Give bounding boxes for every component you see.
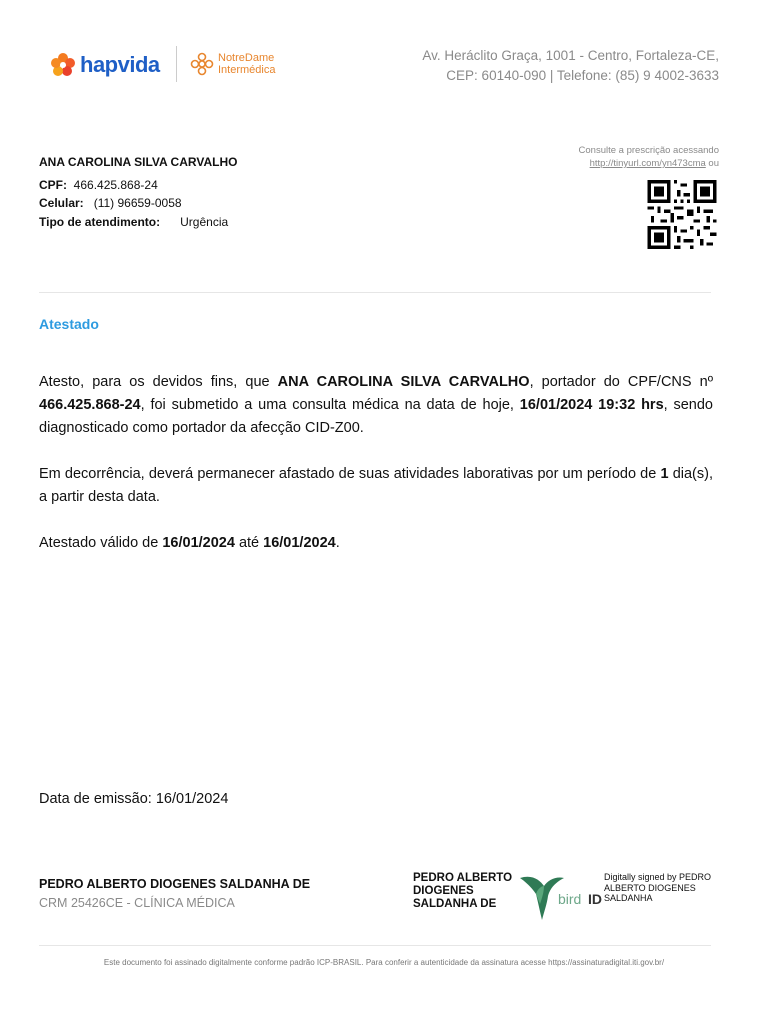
p1-patient-name: ANA CAROLINA SILVA CARVALHO	[277, 374, 530, 390]
intermedica-wordmark: Intermédica	[218, 64, 276, 76]
patient-service-row	[39, 215, 228, 229]
qr-code-icon[interactable]	[646, 180, 718, 249]
notredame-wordmark: NotreDame	[218, 52, 275, 64]
certificate-paragraph-3	[39, 532, 713, 555]
birdid-logo-icon	[514, 866, 606, 922]
phone-label: Celular:	[39, 196, 84, 210]
hapvida-wordmark: hapvida	[80, 52, 160, 77]
signature-name	[413, 872, 523, 911]
p2-days: 1	[660, 466, 669, 482]
footer-divider	[39, 945, 711, 946]
p1-cpf: 466.425.868-24	[39, 397, 141, 413]
svg-text:ID: ID	[588, 891, 602, 907]
certificate-paragraph-1	[39, 371, 713, 440]
hapvida-logo	[50, 49, 160, 81]
service-value: Urgência	[180, 215, 229, 229]
clinic-address	[422, 46, 719, 86]
p3-text-c: .	[335, 535, 340, 551]
svg-text:bird: bird	[558, 891, 582, 907]
notredame-flower-icon	[190, 52, 214, 76]
p3-text-b: até	[234, 535, 264, 551]
prescription-note	[579, 144, 719, 170]
section-title: Atestado	[39, 316, 99, 332]
p1-text-b: , portador do CPF/CNS nº	[529, 374, 714, 390]
prescription-note-line: Consulte a prescrição acessando	[578, 145, 719, 156]
cpf-label: CPF:	[39, 178, 67, 192]
patient-name: ANA CAROLINA SILVA CARVALHO	[39, 155, 238, 169]
signature-name-line-2: DIOGENES	[413, 885, 474, 897]
patient-cpf-row	[39, 178, 158, 192]
p2-text-b: dia(s), a partir desta data.	[39, 466, 713, 505]
address-line-2: CEP: 60140-090 | Telefone: (85) 9 4002-3633	[446, 68, 719, 83]
notredame-logo	[190, 52, 275, 76]
cpf-value: 466.425.868-24	[73, 178, 158, 192]
prescription-link[interactable]: http://tinyurl.com/yn473cma	[589, 158, 706, 169]
p3-valid-from: 16/01/2024	[162, 535, 235, 551]
p3-valid-to: 16/01/2024	[263, 535, 336, 551]
p1-text-c: , foi submetido a uma consulta médica na data de hoje,	[140, 397, 520, 413]
prescription-suffix: ou	[705, 158, 719, 169]
issue-date: Data de emissão: 16/01/2024	[39, 791, 229, 807]
section-divider	[39, 292, 711, 293]
footer-note: Este documento foi assinado digitalmente conforme padrão ICP-BRASIL. Para conferir a autenticidade da assinatura acesse https://assinaturadigital.iti.gov.br/	[103, 958, 665, 967]
p1-datetime: 16/01/2024 19:32 hrs	[519, 397, 664, 413]
p1-text-a: Atesto, para os devidos fins, que	[39, 374, 278, 390]
hapvida-flower-icon	[50, 52, 76, 78]
signature-name-line-3: SALDANHA DE	[413, 898, 497, 910]
digital-signature-note: Digitally signed by PEDRO ALBERTO DIOGENES SALDANHA	[604, 872, 712, 903]
phone-value: (11) 96659-0058	[93, 196, 182, 210]
p3-text-a: Atestado válido de	[39, 535, 163, 551]
logo-divider	[176, 46, 177, 82]
doctor-name: PEDRO ALBERTO DIOGENES SALDANHA DE	[39, 877, 311, 891]
certificate-paragraph-2	[39, 463, 713, 509]
signature-name-line-1: PEDRO ALBERTO	[413, 872, 513, 884]
p1-text-d: , sendo diagnosticado como portador da afecção CID-Z00.	[39, 397, 713, 436]
address-line-1: Av. Heráclito Graça, 1001 - Centro, Fortaleza-CE,	[422, 48, 719, 63]
p2-text-a: Em decorrência, deverá permanecer afastado de suas atividades laborativas por um período de	[39, 466, 661, 482]
patient-phone-row	[39, 196, 182, 210]
doctor-crm: CRM 25426CE - CLÍNICA MÉDICA	[39, 896, 235, 910]
service-label: Tipo de atendimento:	[39, 215, 161, 229]
